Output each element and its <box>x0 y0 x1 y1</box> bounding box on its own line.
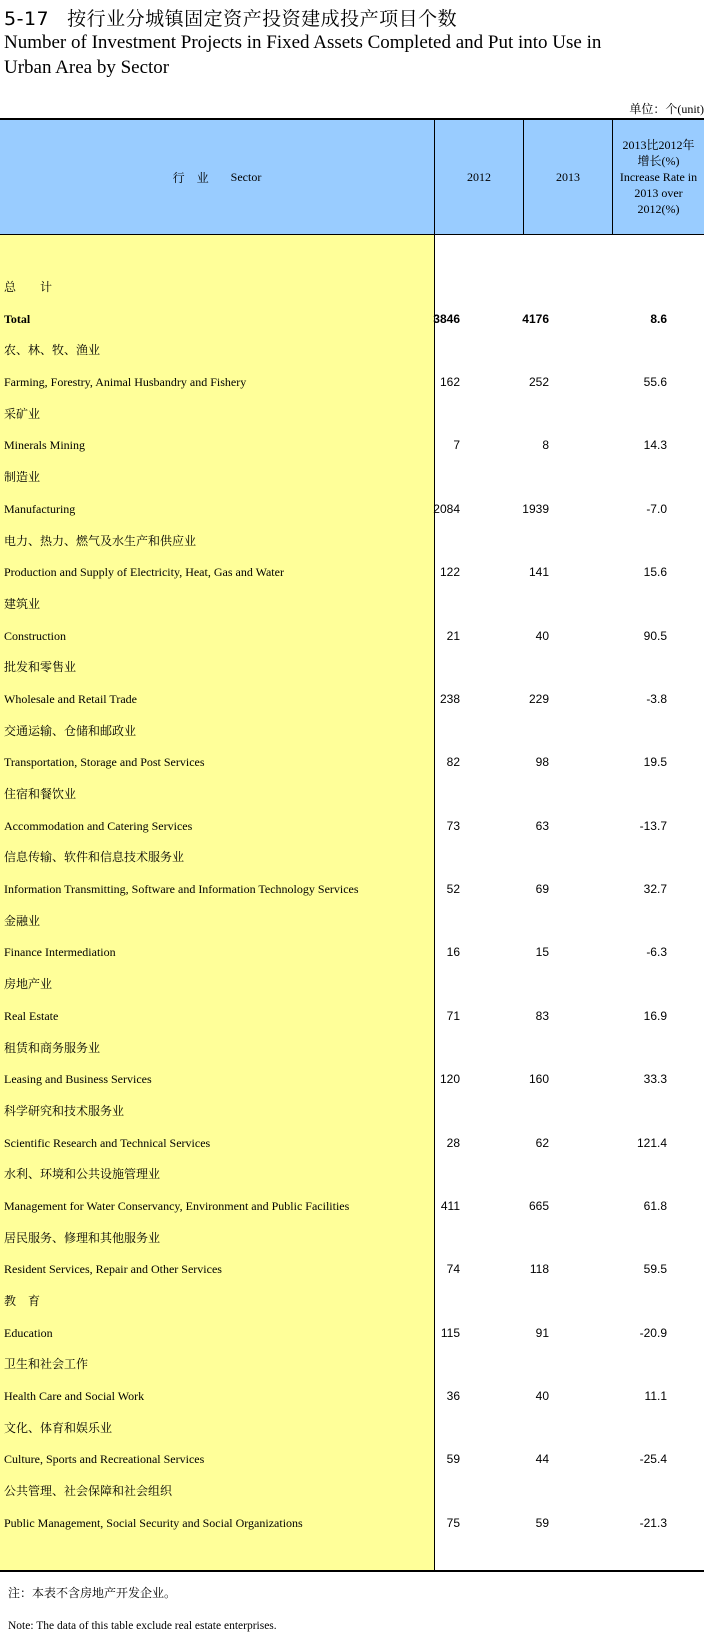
table-row-label-en: Minerals Mining <box>4 438 85 453</box>
value-2013: 40 <box>535 628 549 643</box>
table-row-label-cn: 水利、环境和公共设施管理业 <box>4 1167 161 1182</box>
value-rate: 90.5 <box>643 628 667 643</box>
table-row-label-en: Health Care and Social Work <box>4 1389 145 1404</box>
header-rate-cn: 2013比2012年增长(%) <box>622 138 695 168</box>
value-2012: 36 <box>446 1389 460 1404</box>
value-rate: -20.9 <box>639 1325 667 1340</box>
value-2013: 83 <box>535 1008 549 1023</box>
table-row-label-cn: 房地产业 <box>4 977 53 992</box>
value-2013: 229 <box>528 691 549 706</box>
data-table <box>0 118 704 1572</box>
value-rate: 19.5 <box>643 755 667 770</box>
table-row-label-cn: 文化、体育和娱乐业 <box>4 1420 113 1435</box>
table-row-label-cn: 居民服务、修理和其他服务业 <box>4 1230 161 1245</box>
value-2013: 141 <box>528 565 549 580</box>
table-row-label-en: Culture, Sports and Recreational Services <box>4 1452 205 1467</box>
table-row <box>0 811 704 843</box>
header-rate-en: Increase Rate in 2013 over 2012(%) <box>619 170 698 216</box>
value-2013: 44 <box>535 1452 549 1467</box>
table-row <box>0 874 704 906</box>
table-row-label-en: Public Management, Social Security and Social Organizations <box>4 1515 303 1530</box>
table-row-label-cn: 教 育 <box>4 1294 41 1308</box>
value-rate: 8.6 <box>650 311 667 326</box>
value-2013: 59 <box>535 1515 549 1530</box>
table-row-label-cn: 制造业 <box>4 470 41 485</box>
value-rate: 14.3 <box>643 438 667 453</box>
table-row-label-en: Transportation, Storage and Post Services <box>4 755 205 770</box>
page-title-en: Number of Investment Projects in Fixed Assets Completed and Put into Use in Urban Area by Sector <box>4 32 602 78</box>
table-row <box>0 430 704 462</box>
table-row <box>0 937 704 969</box>
value-rate: 16.9 <box>643 1008 667 1023</box>
table-row-label-en: Real Estate <box>4 1008 59 1023</box>
column-divider <box>523 120 524 234</box>
value-2013: 98 <box>535 755 549 770</box>
value-rate: 121.4 <box>636 1135 667 1150</box>
value-rate: 32.7 <box>643 882 667 897</box>
value-2012: 52 <box>446 882 460 897</box>
title-cn-text: 按行业分城镇固定资产投资建成投产项目个数 <box>67 8 458 30</box>
table-row-label-en: Education <box>4 1325 53 1340</box>
table-row <box>0 1318 704 1350</box>
value-2012: 73 <box>446 818 460 833</box>
unit-label <box>629 100 704 117</box>
value-2012: 120 <box>439 1072 460 1087</box>
value-2012: 115 <box>440 1325 460 1340</box>
table-row <box>0 304 704 336</box>
value-2012: 122 <box>439 565 460 580</box>
value-2013: 4176 <box>522 311 549 326</box>
value-2013: 118 <box>529 1262 549 1277</box>
note-en: Note: The data of this table exclude real estate enterprises. <box>8 1620 277 1632</box>
table-number: 5-17 <box>4 8 50 30</box>
table-row-label-en: Resident Services, Repair and Other Services <box>4 1262 222 1277</box>
table-row <box>0 1254 704 1286</box>
value-rate: -3.8 <box>646 691 667 706</box>
table-row-label-en: Management for Water Conservancy, Environment and Public Facilities <box>4 1198 350 1213</box>
table-row-label-cn: 公共管理、社会保障和社会组织 <box>4 1484 173 1499</box>
header-sector <box>0 120 434 234</box>
table-row <box>0 1444 704 1476</box>
value-2012: 3846 <box>433 311 460 326</box>
value-rate: -7.0 <box>646 501 667 516</box>
table-row <box>0 1001 704 1033</box>
table-header <box>0 120 704 235</box>
table-row-label-cn: 金融业 <box>4 913 41 928</box>
table-row-label-en: Information Transmitting, Software and Information Technology Services <box>4 882 359 897</box>
table-row-label-en: Scientific Research and Technical Services <box>4 1135 211 1150</box>
value-rate: 55.6 <box>643 375 667 390</box>
table-row <box>0 367 704 399</box>
value-2012: 28 <box>446 1135 460 1150</box>
table-row-label-en: Manufacturing <box>4 501 76 516</box>
value-2012: 71 <box>446 1008 460 1023</box>
value-rate: 33.3 <box>643 1072 667 1087</box>
column-divider <box>612 120 613 234</box>
table-row-label-cn: 总 计 <box>4 280 53 294</box>
value-rate: 61.8 <box>643 1198 667 1213</box>
header-2012: 2012 <box>467 169 491 184</box>
table-row <box>0 1064 704 1096</box>
value-2012: 162 <box>439 375 460 390</box>
table-row <box>0 747 704 779</box>
table-row <box>0 1191 704 1223</box>
value-2013: 252 <box>528 375 549 390</box>
value-rate: -25.4 <box>639 1452 667 1467</box>
table-row <box>0 1128 704 1160</box>
value-2013: 91 <box>535 1325 549 1340</box>
table-row-label-en: Farming, Forestry, Animal Husbandry and Fishery <box>4 375 247 390</box>
header-rate <box>613 120 704 234</box>
table-row-label-cn: 住宿和餐饮业 <box>4 787 77 801</box>
value-2013: 15 <box>535 945 549 960</box>
value-2012: 75 <box>446 1515 460 1530</box>
table-row-label-cn: 建筑业 <box>4 596 41 611</box>
header-sector-en: Sector <box>230 169 262 184</box>
value-2013: 1939 <box>522 501 549 516</box>
value-2012: 74 <box>446 1262 460 1277</box>
table-row-label-en: Production and Supply of Electricity, Heat, Gas and Water <box>4 565 284 580</box>
value-2012: 82 <box>446 755 460 770</box>
table-row-label-en: Construction <box>4 628 66 643</box>
value-2013: 40 <box>535 1389 549 1404</box>
table-row-label-cn: 采矿业 <box>4 406 41 421</box>
table-row <box>0 557 704 589</box>
table-row <box>0 1381 704 1413</box>
note-cn: 注：本表不含房地产开发企业。 <box>8 1586 177 1600</box>
table-row-label-cn: 交通运输、仓储和邮政业 <box>4 723 137 738</box>
table-row-label-en: Wholesale and Retail Trade <box>4 691 137 706</box>
table-row-label-cn: 农、林、牧、渔业 <box>4 343 101 358</box>
value-2013: 8 <box>542 438 549 453</box>
table-row-label-cn: 电力、热力、燃气及水生产和供应业 <box>4 533 197 548</box>
value-rate: -21.3 <box>639 1515 667 1530</box>
unit-cn: 单位：个 <box>629 102 678 116</box>
value-rate: 59.5 <box>643 1262 667 1277</box>
table-row-label-en: Finance Intermediation <box>4 945 116 960</box>
page-title-cn <box>4 4 457 31</box>
value-2012: 238 <box>439 691 460 706</box>
table-row <box>0 621 704 653</box>
unit-en: (unit) <box>677 102 704 116</box>
table-row-label-en: Total <box>4 311 31 326</box>
header-2013: 2013 <box>556 169 580 184</box>
value-2013: 69 <box>535 882 549 897</box>
value-rate: 11.1 <box>644 1389 667 1404</box>
table-row <box>0 684 704 716</box>
value-2013: 160 <box>528 1072 549 1087</box>
table-row-label-en: Leasing and Business Services <box>4 1072 152 1087</box>
value-2012: 59 <box>446 1452 460 1467</box>
value-rate: -13.7 <box>639 818 667 833</box>
table-row <box>0 1508 704 1540</box>
table-body <box>0 272 704 1540</box>
value-2012: 2084 <box>433 501 460 516</box>
table-row <box>0 494 704 526</box>
value-2013: 665 <box>528 1198 549 1213</box>
value-rate: 15.6 <box>643 565 667 580</box>
value-2012: 21 <box>446 628 460 643</box>
table-row-label-cn: 批发和零售业 <box>4 660 77 675</box>
header-sector-cn: 行 业 <box>172 170 209 185</box>
table-row-label-en: Accommodation and Catering Services <box>4 818 193 833</box>
table-row-label-cn: 信息传输、软件和信息技术服务业 <box>4 850 185 865</box>
value-2012: 7 <box>453 438 460 453</box>
value-2013: 62 <box>535 1135 549 1150</box>
table-row-label-cn: 科学研究和技术服务业 <box>4 1103 125 1118</box>
value-2012: 16 <box>446 945 460 960</box>
value-2013: 63 <box>535 818 549 833</box>
value-rate: -6.3 <box>646 945 667 960</box>
table-row-label-cn: 租赁和商务服务业 <box>4 1040 101 1055</box>
table-row-label-cn: 卫生和社会工作 <box>4 1357 89 1372</box>
value-2012: 411 <box>440 1198 460 1213</box>
